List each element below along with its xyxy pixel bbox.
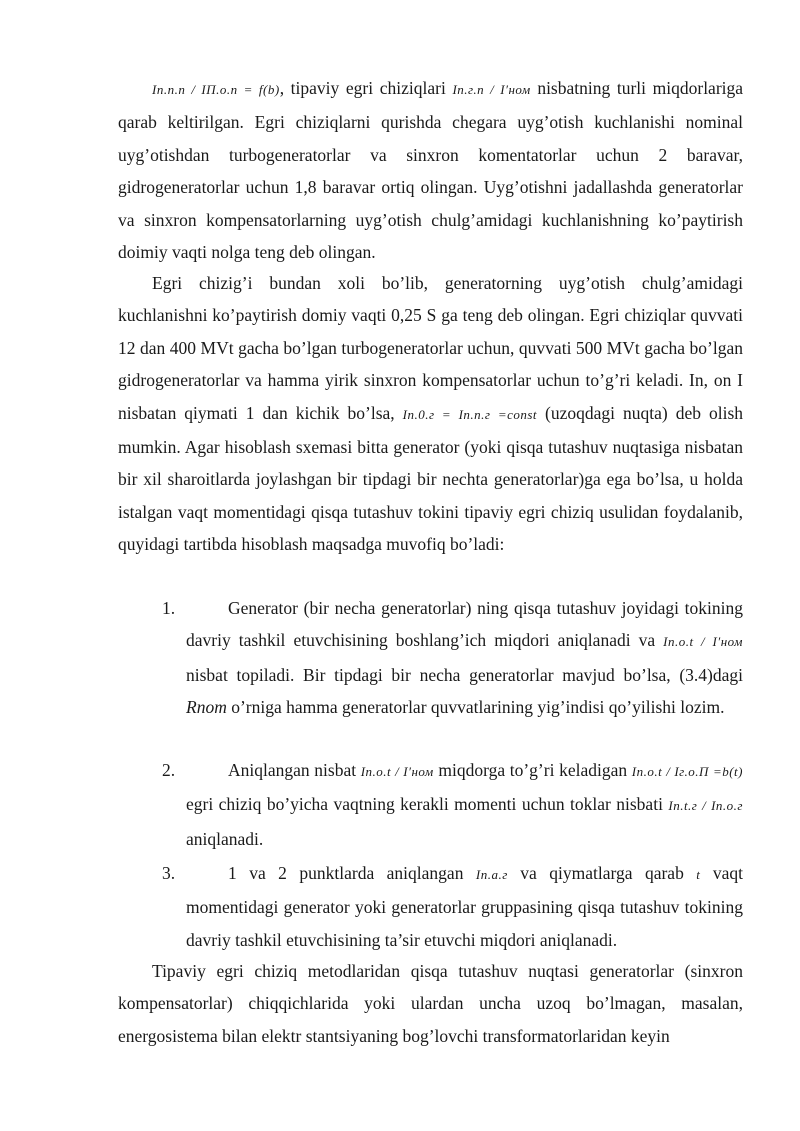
paragraph-2: [118, 267, 743, 561]
list-item-3-text-a: 1 va 2 punktlarda aniqlangan: [228, 863, 476, 883]
formula-initial-current-ratio: Iп.о.t / I′ном: [663, 634, 743, 650]
list-item-3: [118, 857, 743, 956]
list-item-number: 2.: [162, 760, 176, 780]
formula-current-ratio-function: Iп.п.п / IП.о.п = f(b): [152, 82, 280, 97]
list-item-1-text-c: o’rniga hamma generatorlar quvvatlarining yig’indisi qo’yilishi lozim.: [226, 697, 725, 718]
list-item-2-text-c: egri chiziq bo’yicha vaqtning kerakli momenti uchun toklar nisbati: [186, 794, 669, 815]
rnom-symbol: Rnom: [186, 697, 227, 718]
formula-time-curve: Iп.о.t / Iг.о.П =b(t): [631, 764, 743, 779]
list-item-1-body: [186, 592, 743, 724]
list-item-1: [118, 592, 743, 724]
paragraph-1: [118, 72, 743, 268]
list-item-2-text-b: miqdorga to’g’ri keladigan: [433, 760, 632, 780]
time-symbol: t: [696, 867, 701, 882]
list-item-3-text-b: va qiymatlarga qarab: [507, 863, 697, 883]
paragraph-1-text-b: nisbatning turli miqdorlariga qarab keltirilgan. Egri chiziqlarni qurishda chegara uyg’otish kuchlanishi nominal uyg’otishdan turbogeneratorlar va sinxron komentatorlar uchun 2 baravar, gidrogeneratorlar uchun 1,8 baravar ortiq olingan. Uyg’otishni jadallashda generatorlar va sinxron kompensatorlarning uyg’otish chulg’amidagi kuchlanishning ko’paytirish doimiy vaqti nolga teng deb olingan.: [118, 78, 744, 263]
list-item-1-text-b: nisbat topiladi. Bir tipdagi bir necha generatorlar mavjud bo’lsa, (3.4)dagi: [186, 664, 743, 685]
formula-currents-ratio: Iп.t.г / Iп.о.г: [668, 798, 743, 814]
list-item-3-text-c: vaqt momentidagi generator yoki generatorlar gruppasining qisqa tutashuv tokining davriy tashkil etuvchisining ta’sir etuvchi miqdori aniqlanadi.: [186, 863, 743, 950]
paragraph-2-text-a: Egri chizig’i bundan xoli bo’lib, generatorning uyg’otish chulg’amidagi kuchlanishni ko’paytirish domiy vaqti 0,25 S ga teng deb olingan. Egri chiziqlar quvvati 12 dan 400 MVt gacha bo’lgan turbogeneratorlar uchun, quvvati 500 MVt gacha bo’lgan gidrogeneratorlar va hamma yirik sinxron kompensatorlar uchun to’g’ri keladi. In, on I nisbatan qiymati 1 dan kichik bo’lsa,: [118, 273, 743, 423]
list-item-2-text-d: aniqlanadi.: [186, 828, 264, 849]
list-item-2-text-a: Aniqlangan nisbat: [228, 760, 361, 780]
paragraph-2-text-b: (uzoqdagi nuqta) deb olish mumkin. Agar hisoblash sxemasi bitta generator (yoki qisqa tutashuv nuqtasiga nisbatan bir xil sharoitlarda joylashgan bir tipdagi bir nechta generatorlar)ga ega bo’lsa, u holda istalgan vaqt momentidagi qisqa tutashuv tokini tipaviy egri chiziq usulidan foydalanib, quyidagi tartibda hisoblash maqsadga muvofiq bo’ladi:: [118, 402, 744, 555]
formula-initial-current-ratio: Iп.о.t / I′ном: [360, 764, 434, 779]
formula-current-value: Iп.а.г: [475, 867, 508, 882]
list-item-3-body: [186, 857, 743, 956]
list-item-number: 3.: [162, 863, 176, 883]
list-item-1-text-a: Generator (bir necha generatorlar) ning qisqa tutashuv joyidagi tokining davriy tashkil etuvchisining boshlang’ich miqdori aniqlanadi va: [186, 598, 743, 651]
paragraph-1-text-a: , tipaviy egri chiziqlari: [279, 78, 453, 98]
list-item-2-body: [186, 754, 743, 855]
formula-current-nominal-ratio: Iп.г.п / I′ном: [452, 82, 531, 97]
list-item-number: 1.: [162, 598, 176, 618]
formula-const-current: Iп.0.г = Iп.п.г =const: [402, 406, 538, 422]
list-item-2: [118, 754, 743, 855]
paragraph-3: Tipaviy egri chiziq metodlaridan qisqa tutashuv nuqtasi generatorlar (sinxron kompensatorlar) chiqqichlarida yoki ulardan uncha uzoq bo’lmagan, masalan, energosistema bilan elektr stantsiyaning bog’lovchi transformatorlaridan keyin: [118, 961, 743, 1046]
